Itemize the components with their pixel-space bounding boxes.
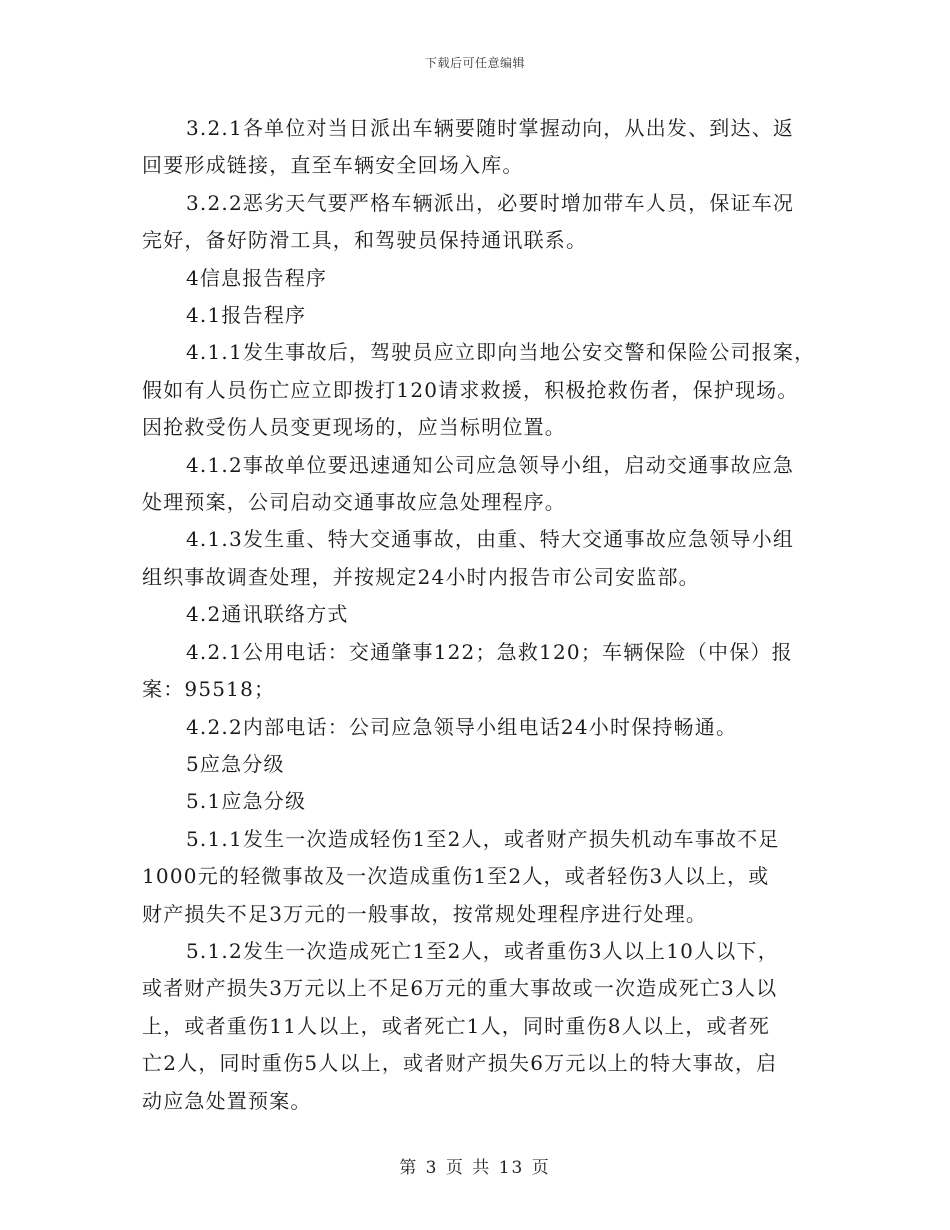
paragraph-line: 假如有人员伤亡应立即拨打120请求救援，积极抢救伤者，保护现场。	[142, 377, 799, 402]
paragraph	[142, 596, 822, 633]
paragraph-line: 4.2通讯联络方式	[186, 602, 349, 627]
paragraph-line: 上，或者重伤11人以上，或者死亡1人，同时重伤8人以上，或者死	[142, 1013, 771, 1038]
paragraph	[142, 447, 822, 522]
paragraph-line: 动应急处置预案。	[142, 1088, 312, 1113]
paragraph-line: 4.2.2内部电话：公司应急领导小组电话24小时保持畅通。	[186, 714, 738, 739]
paragraph	[142, 821, 822, 933]
paragraph	[142, 783, 822, 820]
paragraph-line: 4.1.3发生重、特大交通事故，由重、特大交通事故应急领导小组	[186, 527, 795, 552]
paragraph	[142, 521, 822, 596]
paragraph	[142, 297, 822, 334]
paragraph-line: 5.1.1发生一次造成轻伤1至2人，或者财产损失机动车事故不足	[186, 826, 780, 851]
paragraph-line: 1000元的轻微事故及一次造成重伤1至2人，或者轻伤3人以上，或	[142, 864, 770, 889]
paragraph	[142, 260, 822, 297]
paragraph-line: 4.1报告程序	[186, 303, 307, 328]
paragraph-line: 或者财产损失3万元以上不足6万元的重大事故或一次造成死亡3人以	[142, 976, 778, 1001]
paragraph-line: 处理预案，公司启动交通事故应急处理程序。	[142, 490, 566, 515]
paragraph-line: 5.1.2发生一次造成死亡1至2人，或者重伤3人以上10人以下，	[186, 938, 779, 963]
paragraph	[142, 933, 822, 1120]
paragraph-line: 亡2人，同时重伤5人以上，或者财产损失6万元以上的特大事故，启	[142, 1051, 778, 1076]
paragraph	[142, 334, 822, 446]
paragraph-line: 完好，备好防滑工具，和驾驶员保持通讯联系。	[142, 228, 588, 253]
paragraph	[142, 746, 822, 783]
paragraph	[142, 110, 822, 185]
paragraph-line: 5应急分级	[186, 751, 285, 776]
page-number-footer: 第 3 页 共 13 页	[399, 1158, 551, 1178]
paragraph-line: 4.1.2事故单位要迅速通知公司应急领导小组，启动交通事故应急	[186, 452, 795, 477]
paragraph	[142, 634, 822, 709]
paragraph-line: 3.2.1各单位对当日派出车辆要随时掌握动向，从出发、到达、返	[186, 116, 795, 140]
paragraph-line: 4信息报告程序	[186, 265, 328, 290]
paragraph-line: 财产损失不足3万元的一般事故，按常规处理程序进行处理。	[142, 901, 708, 926]
paragraph-line: 4.1.1发生事故后，驾驶员应立即向当地公安交警和保险公司报案，	[186, 340, 816, 365]
paragraph-line: 4.2.1公用电话：交通肇事122；急救120；车辆保险（中保）报	[186, 639, 793, 664]
paragraph	[142, 709, 822, 746]
paragraph-line: 回要形成链接，直至车辆安全回场入库。	[142, 153, 524, 178]
paragraph-line: 5.1应急分级	[186, 789, 307, 814]
paragraph	[142, 185, 822, 260]
paragraph-line: 3.2.2恶劣天气要严格车辆派出，必要时增加带车人员，保证车况	[186, 190, 795, 215]
document-body	[142, 110, 822, 1120]
paragraph-line: 案：95518；	[142, 677, 276, 702]
page-header: 下载后可任意编辑	[424, 56, 525, 70]
paragraph-line: 因抢救受伤人员变更现场的，应当标明位置。	[142, 415, 566, 440]
paragraph-line: 组织事故调查处理，并按规定24小时内报告市公司安监部。	[142, 564, 700, 589]
